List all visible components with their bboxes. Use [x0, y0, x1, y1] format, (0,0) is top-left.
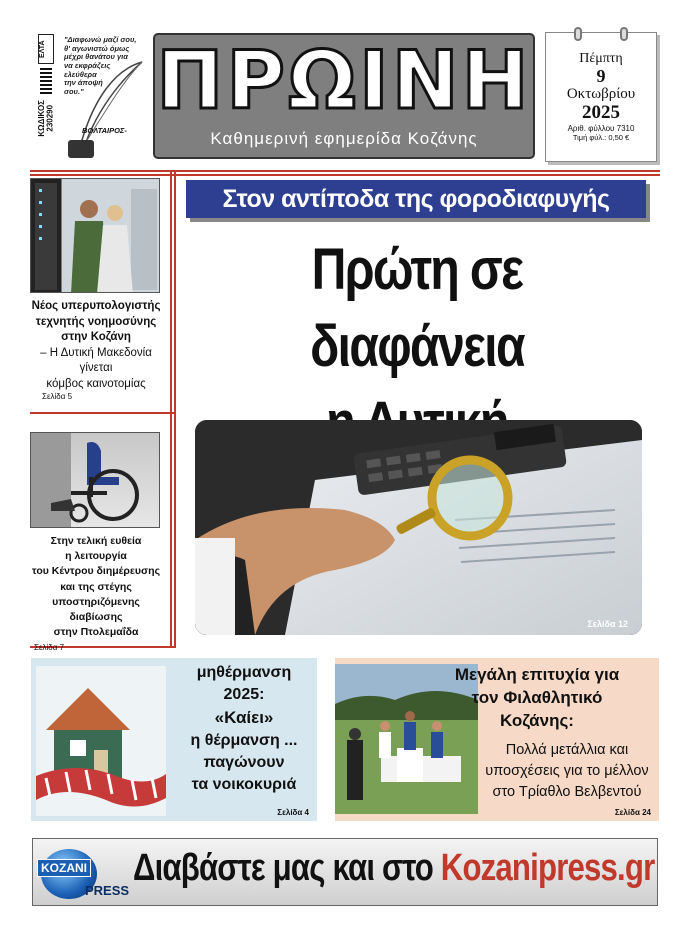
kozanipress-banner[interactable]: [32, 838, 658, 906]
elta-badge: ΕΛΤΑ: [38, 34, 54, 64]
side-story-1-text: Νέος υπερυπολογιστής τεχνητής νοημοσύνης στην Κοζάνη – Η Δυτική Μακεδονία γίνεται κόμβος καινοτομίας: [31, 300, 161, 390]
supercomputer-photo: [30, 178, 160, 293]
masthead: [0, 0, 690, 170]
page-reference: Σελίδα 7: [34, 642, 65, 652]
website-link[interactable]: Kozanipress.gr: [440, 847, 655, 889]
page-reference: Σελίδα 5: [42, 392, 73, 402]
year: 2025: [582, 101, 620, 123]
lead-headline[interactable]: Πρώτη σε διαφάνεια: [310, 237, 524, 379]
sport-subheadline: Πολλά μετάλλια και υποσχέσεις για το μέλλον στο Τρίαθλο Βελβεντού: [485, 742, 649, 801]
issue-price: Τιμή φύλ.: 0,50 €: [572, 132, 630, 142]
date-calendar: [545, 32, 657, 162]
divider: [170, 170, 172, 648]
wheelchair-icon: [31, 433, 160, 528]
barcode-icon: [40, 68, 52, 94]
calendar-ring-icon: [574, 27, 582, 41]
newspaper-subtitle: Καθημερινή εφημερίδα Κοζάνης: [210, 129, 478, 148]
sport-headline: Μεγάλη επιτυχία για τον Φιλαθλητικό Κοζάνης:: [454, 665, 620, 730]
divider: [30, 412, 174, 414]
side-story-day-center[interactable]: [30, 432, 162, 652]
calendar-ring-icon: [620, 27, 628, 41]
kozanipress-logo: KOZANI PRESS: [35, 843, 127, 903]
newspaper-logo[interactable]: [153, 33, 535, 159]
banner-text: Διαβάστε μας και στο Kozanipress.gr: [133, 847, 655, 889]
day-name: Πέμπτη: [579, 51, 623, 66]
magnifying-glass-icon: [195, 420, 642, 635]
page-reference: Σελίδα 24: [614, 808, 651, 817]
month-name: Οκτωβρίου: [566, 85, 636, 102]
heating-story-box[interactable]: [31, 658, 317, 821]
quote-text: "Διαφωνώ μαζί σου, θ' αγωνιστώ όμως μέχρι θανάτου για να εκφράζεις ελεύθερα την άποψή σου.": [64, 35, 137, 96]
house-scarf-icon: [36, 666, 166, 816]
divider: [30, 170, 660, 172]
postal-code: ΚΩΔΙΚΟΣ 230290: [36, 100, 54, 137]
quote-author: ΒΟΛΤΑΙΡΟΣ-: [82, 126, 127, 135]
day-number: 9: [596, 66, 606, 86]
sport-story-box[interactable]: [335, 658, 659, 821]
voltaire-quote-box: [34, 30, 146, 160]
lead-photo-magnifier: [195, 420, 642, 635]
lead-kicker[interactable]: Στον αντίποδα της φοροδιαφυγής: [186, 180, 646, 218]
page-reference: Σελίδα 12: [587, 619, 628, 629]
postal-code-strip: [34, 34, 58, 158]
people-at-server-icon: [31, 179, 160, 293]
newspaper-title: ΠΡΩΙΝΗ: [156, 34, 532, 127]
side-story-supercomputer[interactable]: [30, 178, 162, 401]
heating-headline: μηθέρμανση 2025: «Καίει» η θέρμανση ... παγώνουν τα νοικοκυριά: [190, 664, 298, 793]
side-story-2-text: Στην τελική ευθεία η λειτουργία του Κέντρου διημέρευσης και της στέγης υποστηριζόμενης διαβίωσης στην Πτολεμαΐδα: [31, 535, 161, 639]
issue-number: Αριθ. φύλλου 7310: [567, 123, 635, 133]
page-reference: Σελίδα 4: [277, 808, 309, 817]
wheelchair-photo: [30, 432, 160, 528]
divider: [174, 170, 176, 648]
divider: [30, 174, 660, 176]
